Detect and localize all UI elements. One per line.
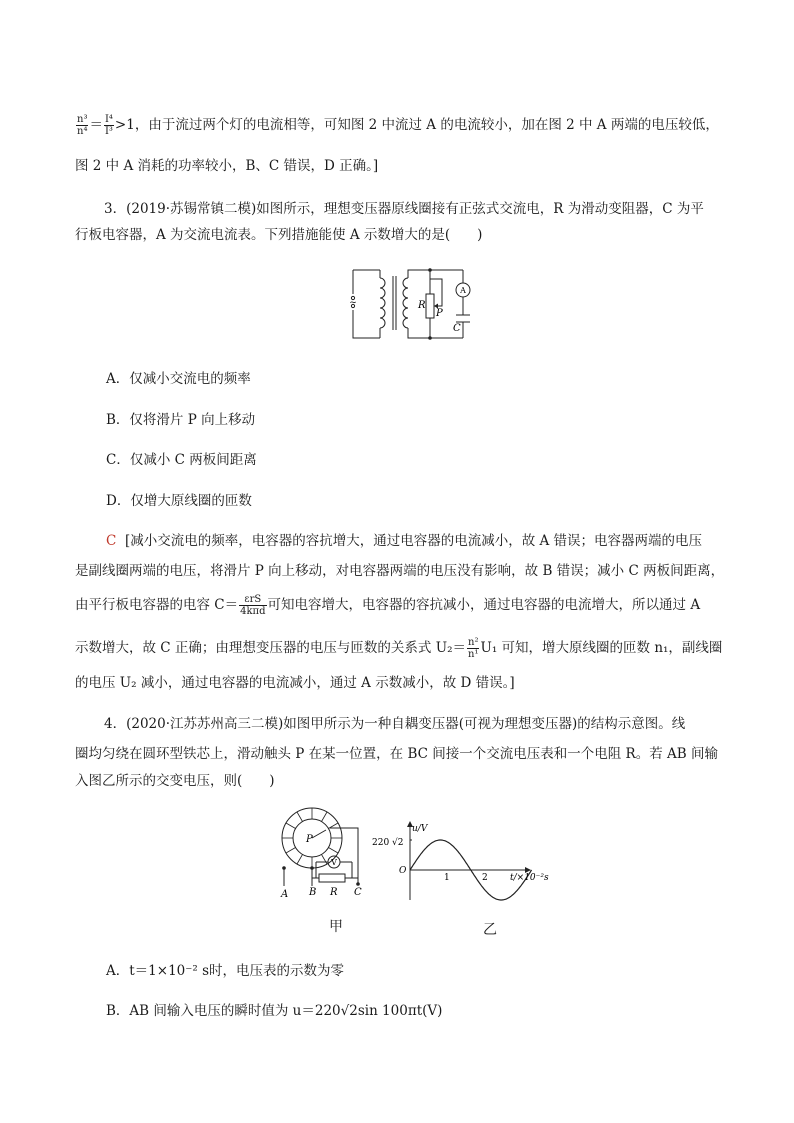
graph-ymax-label: 220 √2 — [372, 838, 404, 848]
q4-stem-line-2: 圈均匀绕在圆环型铁芯上，滑动触头 P 在某一位置，在 BC 间接一个交流电压表和一个电阻 R。若 AB 间输 — [75, 746, 718, 762]
q3-answer: C — [106, 533, 117, 549]
voltmeter-label: V — [331, 858, 337, 867]
prev-line-1: $\frac{\text{n³}}{\text{n⁴}}$ ＝ $\frac{\text{I⁴}}{\text{I³}}$ >1，由于流过两个灯的电流相等，可知图 2 中流过 A 的电流较小，加在图 2 中 A 两端的电压较低， — [77, 114, 719, 137]
q3-explanation-line-1: C [减小交流电的频率，电容器的容抗增大，通过电容器的电流减小，故 A 错误；电容器两端的电压 — [106, 533, 703, 549]
q3-circuit-diagram — [348, 262, 476, 346]
q4-stem-line-3: 入图乙所示的交变电压，则( ) — [75, 773, 275, 789]
q4-option-a: A．t＝1×10⁻² s时，电压表的示数为零 — [106, 963, 345, 979]
q3-option-d: D．仅增大原线圈的匝数 — [106, 493, 252, 509]
graph-tick-2: 2 — [482, 873, 488, 883]
q3-stem-line-1: 3．(2019·苏锡常镇二模)如图所示，理想变压器原线圈接有正弦式交流电，R 为滑动变阻器，C 为平 — [104, 201, 704, 217]
fraction-n3-n4: $\frac{\text{n³}}{\text{n⁴}}$ — [77, 114, 88, 137]
q3-explanation-line-5: 的电压 U₂ 减小，通过电容器的电流减小，通过 A 示数减小，故 D 错误。] — [75, 675, 515, 691]
prev-line-2: 图 2 中 A 消耗的功率较小，B、C 错误，D 正确。] — [75, 158, 379, 174]
ac-source-symbol: ~ — [349, 298, 357, 308]
label-p: P — [436, 308, 443, 319]
label-c: C — [453, 323, 461, 334]
q3-option-c: C．仅减小 C 两板间距离 — [106, 452, 257, 468]
graph-origin-label: O — [399, 866, 407, 876]
q4-figure-autotransformer — [272, 804, 372, 900]
q4-label-b: B — [309, 887, 317, 898]
graph-tick-1: 1 — [444, 873, 450, 883]
q4-label-a: A — [281, 889, 289, 900]
q3-explanation-line-4: 示数增大，故 C 正确；由理想变压器的电压与匝数的关系式 U₂＝ $\frac{\text{n²}}{\text{n¹}}$ U₁ 可知，增大原线圈的匝数 n₁，副线圈 — [75, 637, 723, 660]
q3-option-a: A．仅减小交流电的频率 — [106, 371, 251, 387]
ammeter-label: A — [460, 286, 466, 295]
caption-jia: 甲 — [329, 919, 343, 935]
graph-x-label: t/×10⁻²s — [510, 873, 549, 883]
label-r: R — [418, 300, 426, 311]
q4-label-c: C — [354, 887, 362, 898]
fraction-i4-i3: $\frac{\text{I⁴}}{\text{I³}}$ — [104, 114, 113, 137]
caption-yi: 乙 — [483, 922, 497, 938]
q4-stem-line-1: 4．(2020·江苏苏州高三二模)如图甲所示为一种自耦变压器(可视为理想变压器)的结构示意图。线 — [104, 716, 686, 732]
q4-label-p: P — [306, 834, 313, 845]
graph-y-label: u/V — [412, 824, 428, 834]
capacitance-fraction: $\frac{\text{εrS}}{\text{4kπd}}$ — [240, 594, 266, 617]
q3-option-b: B．仅将滑片 P 向上移动 — [106, 412, 256, 428]
q3-explanation-line-3: 由平行板电容器的电容 C＝ $\frac{\text{εrS}}{\text{4kπd}}$ 可知电容增大，电容器的容抗减小，通过电容器的电流增大，所以通过 A — [75, 594, 701, 617]
q3-explanation-line-2: 是副线圈两端的电压，将滑片 P 向上移动，对电容器两端的电压没有影响，故 B 错误；减小 C 两板间距离， — [75, 563, 725, 579]
q4-label-r: R — [330, 887, 338, 898]
q4-option-b: B．AB 间输入电压的瞬时值为 u＝220√2sin 100πt(V) — [106, 1003, 443, 1019]
q4-figure-voltage-graph — [370, 818, 592, 902]
turns-ratio-fraction: $\frac{\text{n²}}{\text{n¹}}$ — [468, 637, 479, 660]
q3-stem-line-2: 行板电容器，A 为交流电流表。下列措施能使 A 示数增大的是( ) — [75, 227, 483, 243]
